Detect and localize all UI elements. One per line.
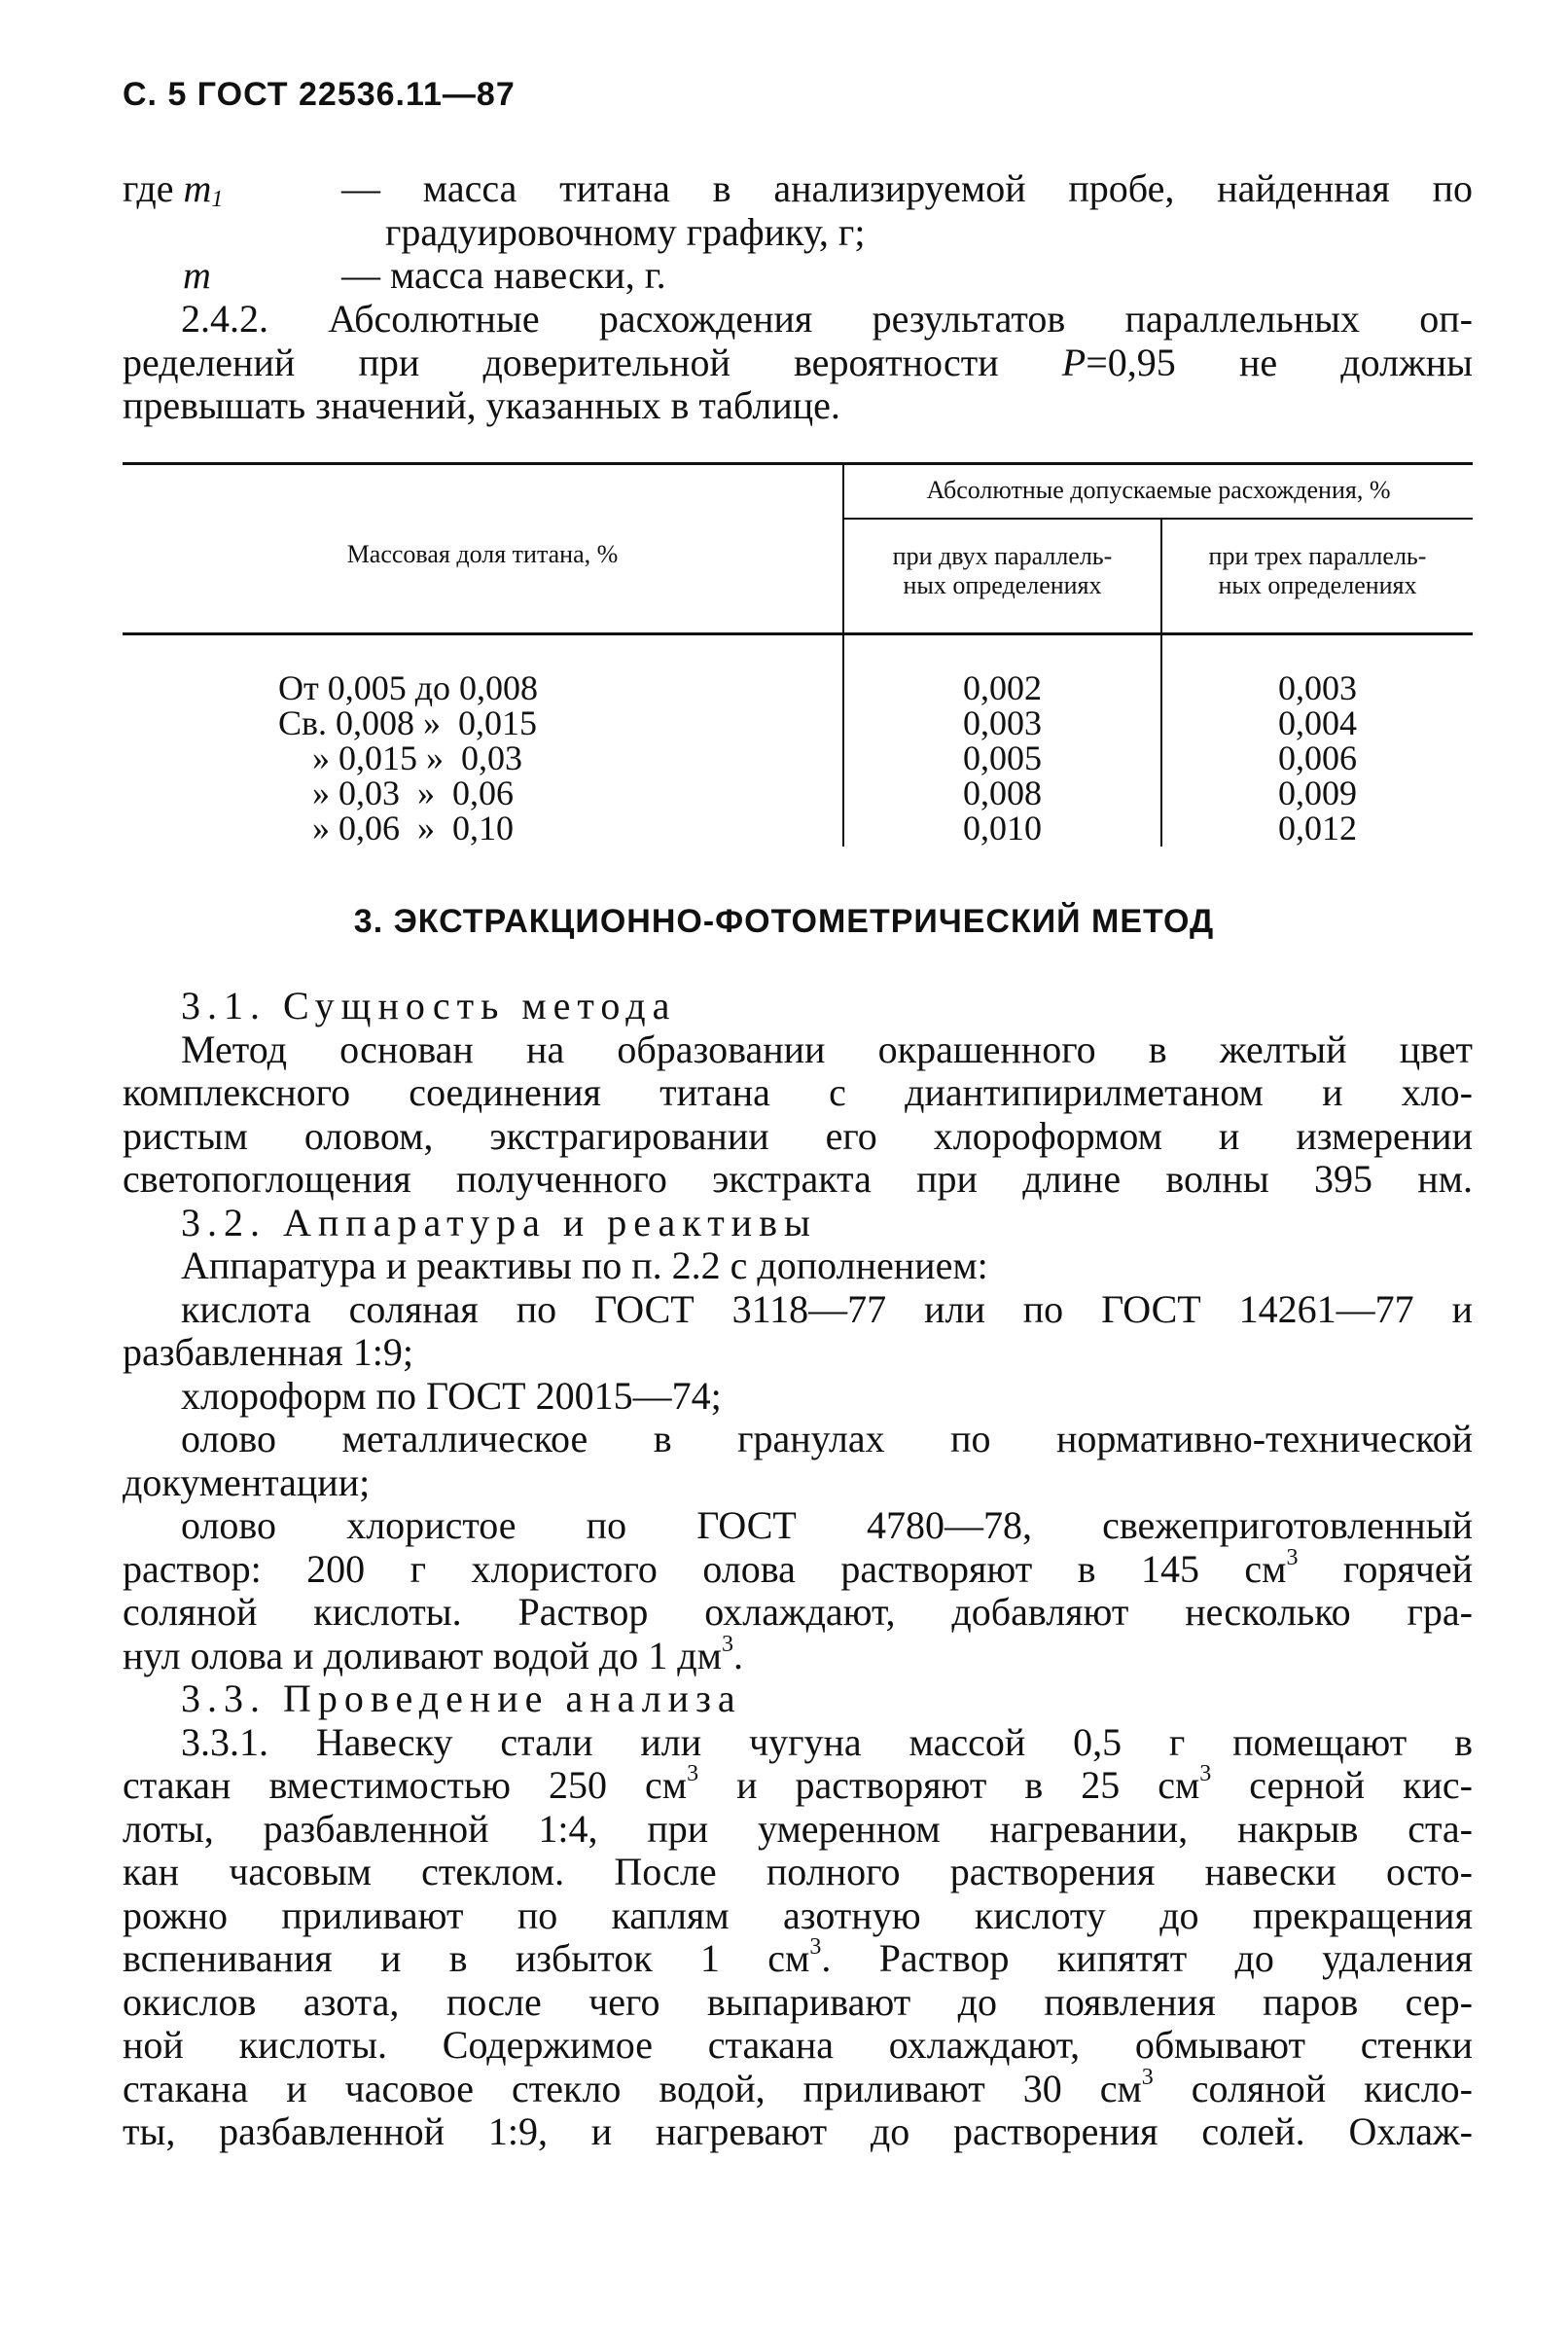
- s31-line3: ристым оловом, экстрагировании его хлороформом и измерении: [123, 1113, 1473, 1158]
- s32-line7: олово хлористое по ГОСТ 4780—78, свежеприготовленный: [181, 1503, 1473, 1547]
- table-header-rule: [123, 632, 1473, 635]
- s32-line6: документации;: [123, 1459, 371, 1504]
- subsection-3-1-title: 3.1. Сущность метода: [181, 984, 677, 1027]
- m-symbol: m: [183, 253, 211, 297]
- subsection-3-2-title: 3.2. Аппаратура и реактивы: [181, 1200, 817, 1244]
- col-header-two-determinations: при двух параллель- ных определениях: [892, 542, 1113, 599]
- m1-definition-line2: градуировочному графику, г;: [385, 209, 866, 254]
- subsection-3-3-title: 3.3. Проведение анализа: [181, 1676, 742, 1720]
- table-cell: 0,004: [1278, 703, 1357, 742]
- tolerance-table: [123, 462, 1473, 847]
- s31-line1: Метод основан на образовании окрашенного в желтый цвет: [181, 1027, 1473, 1071]
- page-header: С. 5 ГОСТ 22536.11—87: [123, 76, 516, 113]
- s331-line2: стакан вместимостью 250 $см^3$ и растворяют в 25 $см^3$ серной кис-: [123, 1761, 1473, 1807]
- s32-line8: раствор: 200 г хлористого олова растворяют в 145 $см^3$ горячей: [123, 1544, 1473, 1591]
- s32-line1: Аппаратура и реактивы по п. 2.2 с дополнением:: [181, 1243, 988, 1287]
- group-header-tolerances: Абсолютные допускаемые расхождения, %: [926, 476, 1391, 504]
- p242-line1: 2.4.2. Абсолютные расхождения результатов параллельных оп-: [181, 297, 1473, 341]
- col-mass-fraction-values: [278, 670, 538, 846]
- table-cell: » 0,03 » 0,06: [312, 774, 522, 812]
- table-cell: » 0,015 » 0,03: [312, 739, 531, 777]
- table-cell: 0,009: [1278, 774, 1357, 812]
- section-3-body: [123, 985, 1473, 2154]
- table-cell: 0,003: [1278, 668, 1357, 707]
- definition-m1: [123, 167, 1473, 211]
- s31-line2: комплексного соединения титана с диантипирилметаном и хло-: [123, 1070, 1473, 1114]
- table-cell: » 0,06 » 0,10: [312, 809, 522, 847]
- section-3-title: 3. ЭКСТРАКЦИОННО-ФОТОМЕТРИЧЕСКИЙ МЕТОД: [353, 903, 1215, 940]
- table-cell: От 0,005 до 0,008: [278, 668, 539, 707]
- m1-definition-line1: — масса титана в анализируемой пробе, найденная по: [341, 166, 1473, 210]
- s32-line2: кислота соляная по ГОСТ 3118—77 или по ГОСТ 14261—77 и: [181, 1286, 1473, 1331]
- table-cell: 0,006: [1278, 739, 1357, 777]
- s331-line10: ты, разбавленной 1:9, и нагревают до растворения солей. Охлаж-: [123, 2109, 1473, 2153]
- col-header-three-determinations: при трех параллель- ных определениях: [1208, 542, 1427, 599]
- s331-line5: рожно приливают по каплям азотную кислоту до прекращения: [123, 1892, 1473, 1937]
- col-header-mass-fraction: Массовая доля титана, %: [346, 540, 619, 568]
- s32-line9: соляной кислоты. Раствор охлаждают, добавляют несколько гра-: [123, 1590, 1473, 1634]
- s32-line5: олово металлическое в гранулах по нормативно-технической: [181, 1417, 1473, 1460]
- table-cell: 0,005: [963, 739, 1042, 777]
- table-cell: Св. 0,008 » 0,015: [278, 703, 538, 742]
- table-top-rule: [123, 462, 1473, 465]
- s331-line4: кан часовым стеклом. После полного растворения навески осто-: [123, 1850, 1473, 1893]
- s331-line9: стакана и часовое стекло водой, приливают 30 $см^3$ соляной кисло-: [123, 2064, 1473, 2110]
- s331-line6: вспенивания и в избыток 1 $см^3$. Раствор кипятят до удаления: [123, 1934, 1473, 1980]
- col-two-determinations-values: [844, 670, 1160, 846]
- s32-line3: разбавленная 1:9;: [123, 1330, 413, 1374]
- s32-line10: нул олова и доливают водой до 1 $дм^3$.: [123, 1631, 743, 1677]
- col-three-determinations-values: [1162, 670, 1473, 846]
- s331-line3: лоты, разбавленной 1:4, при умеренном нагревании, накрыв ста-: [123, 1806, 1473, 1851]
- where-block: [123, 167, 1473, 298]
- where-lead: где: [123, 166, 174, 210]
- table-cell: 0,002: [963, 668, 1042, 707]
- table-group-rule: [844, 518, 1473, 520]
- s331-line1: 3.3.1. Навеску стали или чугуна массой 0,5 г помещают в: [181, 1719, 1473, 1764]
- p242-line2: ределений при доверительной вероятности P=0,95 не должны: [123, 340, 1473, 384]
- table-cell: 0,010: [963, 809, 1042, 847]
- m-definition: — масса навески, г.: [341, 253, 666, 297]
- s32-line4: хлороформ по ГОСТ 20015—74;: [181, 1373, 722, 1418]
- p242-line3: превышать значений, указанных в таблице.: [123, 383, 840, 427]
- s31-line4: светопоглощения полученного экстракта при длине волны 395 нм.: [123, 1157, 1473, 1201]
- m1-symbol: $m_1$: [183, 166, 224, 212]
- definition-m: [123, 254, 1473, 298]
- s331-line7: окислов азота, после чего выпаривают до появления паров сер-: [123, 1979, 1473, 2024]
- s331-line8: ной кислоты. Содержимое стакана охлаждают, обмывают стенки: [123, 2023, 1473, 2067]
- paragraph-2-4-2: [123, 298, 1473, 428]
- table-cell: 0,008: [963, 774, 1042, 812]
- table-cell: 0,003: [963, 703, 1042, 742]
- table-cell: 0,012: [1278, 809, 1357, 847]
